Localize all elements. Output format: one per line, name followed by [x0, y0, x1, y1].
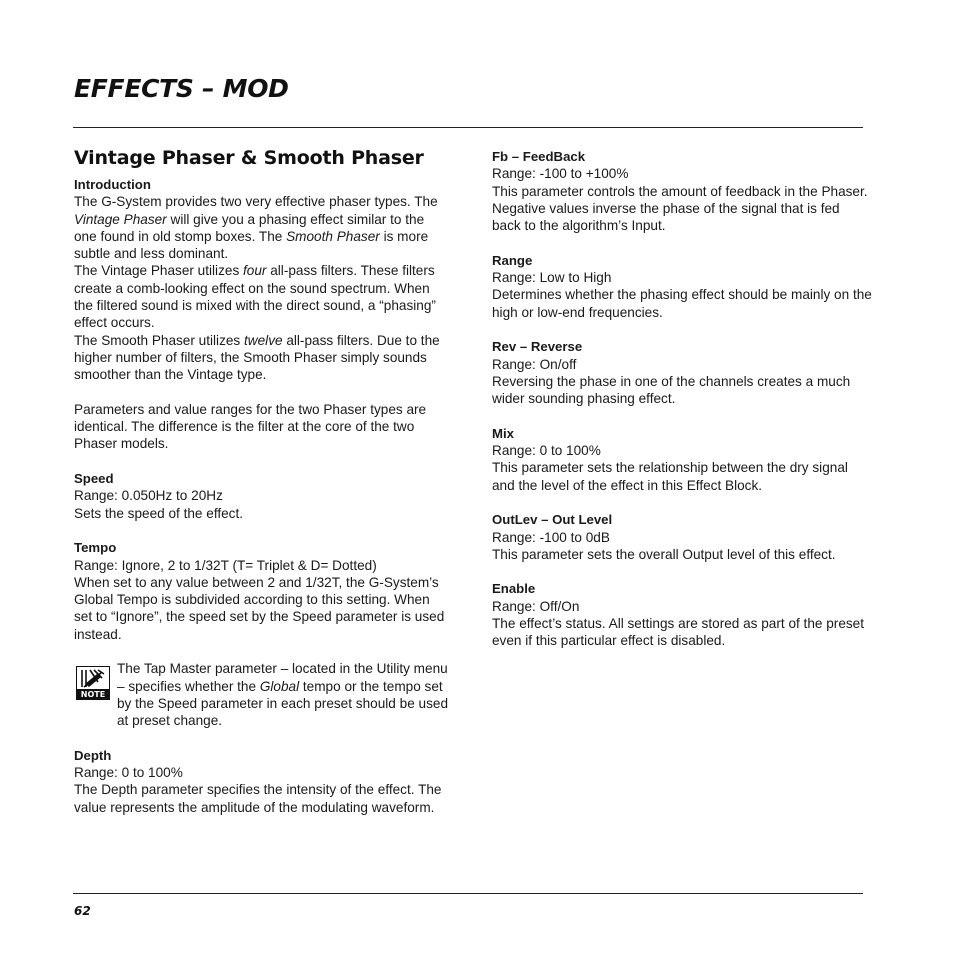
header-divider	[73, 127, 863, 128]
intro-paragraph-1: The G-System provides two very effective phaser types. The Vintage Phaser will give you a phasing effect similar to the one found in old stomp boxes. The Smooth Phaser is more subtle and less dominant.	[74, 194, 438, 262]
intro-paragraph-2: The Vintage Phaser utilizes four all-pass filters. These filters create a comb-looking effect on the sound spectrum. When the filtered sound is mixed with the direct sound, a “phasing” effect occurs.	[74, 263, 436, 331]
feedback-heading: Fb – FeedBack	[492, 149, 586, 164]
page-number: 62	[74, 904, 91, 918]
note-icon-label: NOTE	[80, 690, 106, 700]
intro-paragraph-3: The Smooth Phaser utilizes twelve all-pass filters. Due to the higher number of filters, the Smooth Phaser simply sounds smoother than the Vintage type.	[74, 332, 440, 383]
tempo-description: When set to any value between 2 and 1/32T, the G-System’s Global Tempo is subdivided according to this setting. When set to “Ignore”, the speed set by the Speed parameter is used instead.	[74, 574, 445, 642]
reverse-heading: Rev – Reverse	[492, 339, 583, 355]
intro-paragraph-4: Parameters and value ranges for the two Phaser types are identical. The difference is the filter at the core of the two Phaser models.	[74, 401, 427, 452]
speed-heading: Speed	[74, 471, 114, 487]
left-column	[74, 146, 450, 816]
depth-description: The Depth parameter specifies the intensity of the effect. The value represents the amplitude of the modulating waveform.	[74, 782, 442, 815]
feedback-description: This parameter controls the amount of feedback in the Phaser. Negative values inverse the phase of the signal that is fed back to the algorithm’s Input.	[492, 183, 868, 234]
speed-description: Sets the speed of the effect.	[74, 505, 244, 521]
note-icon	[76, 666, 110, 700]
mix-description: This parameter sets the relationship between the dry signal and the level of the effect in this Effect Block.	[492, 460, 848, 493]
tempo-heading: Tempo	[74, 540, 117, 556]
introduction-heading: Introduction	[74, 177, 151, 192]
tempo-range: Range: Ignore, 2 to 1/32T (T= Triplet & D= Dotted)	[74, 557, 377, 573]
range-heading: Range	[492, 252, 533, 268]
footer-divider	[73, 893, 863, 894]
right-column	[492, 148, 872, 650]
range-description: Determines whether the phasing effect should be mainly on the high or low-end frequencies.	[492, 287, 872, 320]
depth-range: Range: 0 to 100%	[74, 765, 183, 781]
depth-heading: Depth	[74, 747, 112, 763]
section-title: Vintage Phaser & Smooth Phaser	[74, 147, 424, 169]
outlevel-range: Range: -100 to 0dB	[492, 529, 610, 545]
reverse-description: Reversing the phase in one of the channels creates a much wider sounding phasing effect.	[492, 373, 851, 407]
mix-heading: Mix	[492, 425, 514, 441]
outlevel-heading: OutLev – Out Level	[492, 512, 613, 528]
range-range: Range: Low to High	[492, 270, 612, 286]
page-title: EFFECTS – MOD	[74, 74, 289, 103]
note-box	[74, 660, 450, 729]
speed-range: Range: 0.050Hz to 20Hz	[74, 488, 223, 504]
outlevel-description: This parameter sets the overall Output level of this effect.	[492, 546, 836, 562]
enable-heading: Enable	[492, 581, 536, 597]
note-text: The Tap Master parameter – located in the Utility menu – specifies whether the Global tempo or the tempo set by the Speed parameter in each preset should be used at preset change.	[117, 661, 449, 729]
reverse-range: Range: On/off	[492, 356, 577, 372]
mix-range: Range: 0 to 100%	[492, 443, 601, 459]
feedback-range: Range: -100 to +100%	[492, 166, 629, 182]
enable-description: The effect’s status. All settings are stored as part of the preset even if this particular effect is disabled.	[492, 616, 865, 649]
enable-range: Range: Off/On	[492, 598, 580, 614]
